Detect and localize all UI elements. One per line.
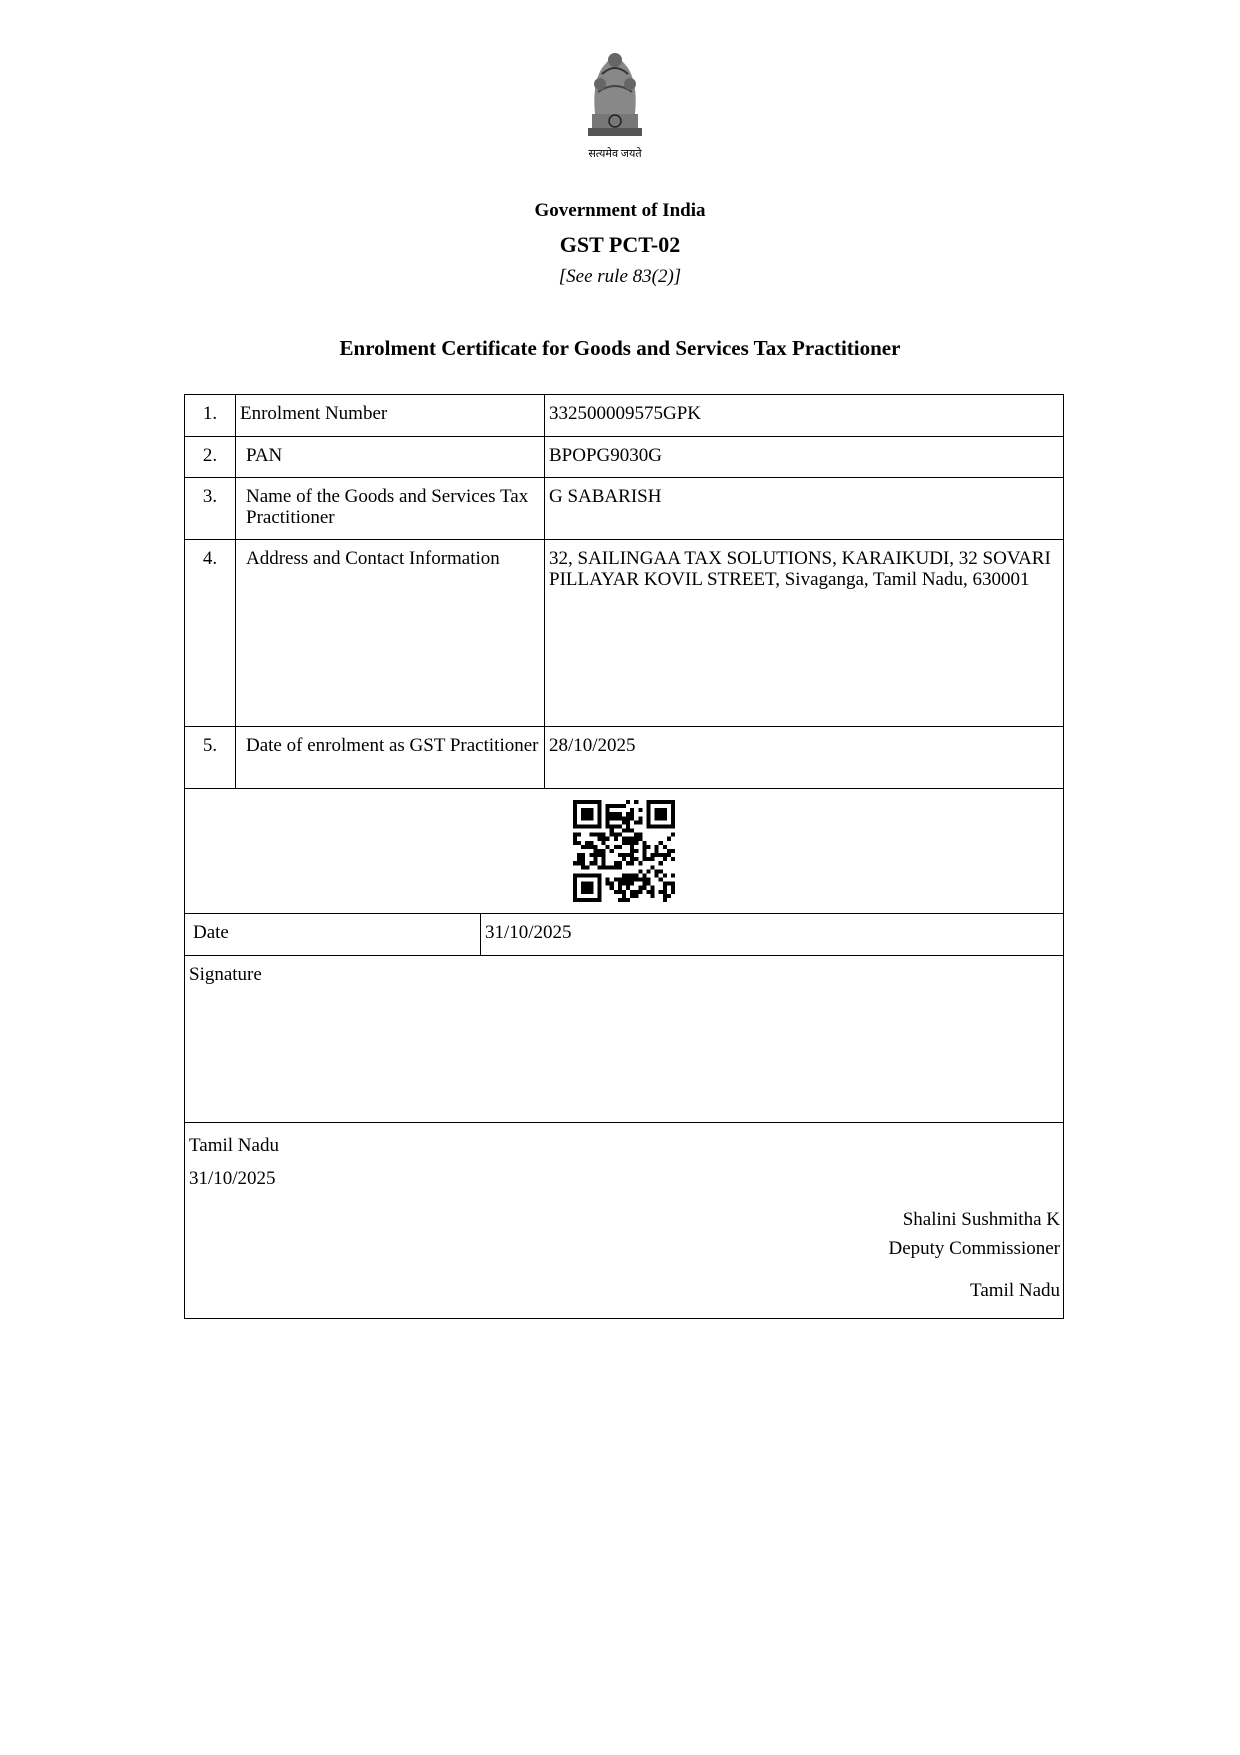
enrolment-date-value: 28/10/2025 bbox=[545, 727, 1064, 789]
enrolment-number-value: 332500009575GPK bbox=[545, 395, 1064, 437]
table-row bbox=[185, 727, 1064, 789]
row-number: 2. bbox=[185, 437, 236, 478]
date-label: Date bbox=[185, 914, 481, 955]
lion-capital-icon bbox=[580, 44, 650, 144]
emblem-motto: सत्यमेव जयते bbox=[588, 148, 642, 160]
row-number: 5. bbox=[185, 727, 236, 789]
rule-reference: [See rule 83(2)] bbox=[558, 266, 682, 287]
table-row bbox=[185, 395, 1064, 437]
field-label: Date of enrolment as GST Practitioner bbox=[236, 727, 545, 789]
row-number: 4. bbox=[185, 540, 236, 727]
address-value: 32, SAILINGAA TAX SOLUTIONS, KARAIKUDI, 32 SOVARI PILLAYAR KOVIL STREET, Sivaganga, Tamil Nadu, 630001 bbox=[545, 540, 1064, 727]
footer-row bbox=[185, 1123, 1064, 1319]
qr-row bbox=[185, 789, 1064, 914]
qr-code-icon bbox=[573, 800, 675, 902]
row-number: 3. bbox=[185, 478, 236, 540]
table-row bbox=[185, 437, 1064, 478]
practitioner-name-value: G SABARISH bbox=[545, 478, 1064, 540]
table-row bbox=[185, 478, 1064, 540]
issue-date-text: 31/10/2025 bbox=[189, 1168, 276, 1189]
signature-label: Signature bbox=[185, 956, 1064, 1123]
field-label: PAN bbox=[236, 437, 545, 478]
qr-cell bbox=[185, 789, 1064, 914]
place-text: Tamil Nadu bbox=[189, 1135, 279, 1156]
officer-state: Tamil Nadu bbox=[970, 1280, 1060, 1301]
date-value: 31/10/2025 bbox=[485, 922, 572, 943]
pan-value: BPOPG9030G bbox=[545, 437, 1064, 478]
field-label: Name of the Goods and Services Tax Practitioner bbox=[236, 478, 545, 540]
table-row bbox=[185, 540, 1064, 727]
government-heading: Government of India bbox=[534, 200, 706, 221]
row-number: 1. bbox=[185, 395, 236, 437]
certificate-table bbox=[184, 394, 1064, 1319]
certificate-title: Enrolment Certificate for Goods and Services Tax Practitioner bbox=[339, 336, 901, 360]
signature-row bbox=[185, 956, 1064, 1123]
field-label: Enrolment Number bbox=[236, 395, 545, 437]
date-row bbox=[185, 914, 1064, 956]
national-emblem bbox=[560, 44, 670, 161]
officer-name: Shalini Sushmitha K bbox=[902, 1209, 1060, 1230]
field-label: Address and Contact Information bbox=[236, 540, 545, 727]
officer-designation: Deputy Commissioner bbox=[888, 1238, 1060, 1259]
form-name: GST PCT-02 bbox=[559, 232, 681, 257]
